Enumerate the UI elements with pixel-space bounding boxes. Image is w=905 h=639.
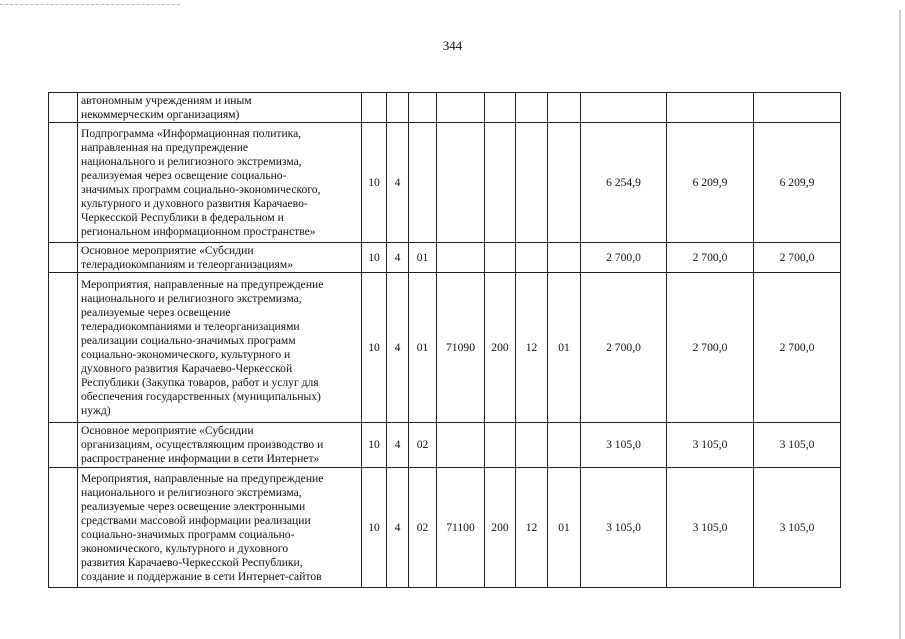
description-cell bbox=[78, 93, 362, 123]
description-line: автономным учреждениям и иным bbox=[81, 93, 252, 107]
amount-year-1-cell: 6 254,9 bbox=[581, 123, 667, 243]
description-line: обеспечения государственных (муниципальных) bbox=[81, 389, 321, 403]
description-line: Черкесской Республики в федеральном и bbox=[81, 210, 284, 224]
section-code-cell: 10 bbox=[362, 123, 387, 243]
section-code-cell: 10 bbox=[362, 243, 387, 273]
description-line: социально-значимых программ социально- bbox=[81, 527, 295, 541]
expense-type-cell bbox=[485, 123, 516, 243]
amount-year-2-cell: 2 700,0 bbox=[667, 273, 754, 423]
subsection-code-cell: 4 bbox=[387, 273, 409, 423]
code-cell-6: 12 bbox=[516, 273, 548, 423]
amount-year-3-cell: 2 700,0 bbox=[754, 273, 841, 423]
description-line: средствами массовой информации реализации bbox=[81, 513, 311, 527]
subsection-code-cell: 4 bbox=[387, 243, 409, 273]
description-line: региональном информационном пространстве» bbox=[81, 224, 316, 238]
table-body bbox=[49, 93, 841, 588]
row-index-cell bbox=[49, 273, 78, 423]
description-line: развития Карачаево-Черкесской Республики, bbox=[81, 555, 303, 569]
subsection-code-cell: 4 bbox=[387, 123, 409, 243]
description-line: Основное мероприятие «Субсидии bbox=[81, 424, 254, 437]
section-code-cell: 10 bbox=[362, 423, 387, 468]
direction-code-cell: 71100 bbox=[437, 468, 485, 588]
expense-type-cell bbox=[485, 93, 516, 123]
description-line: организациям, осуществляющим производство и bbox=[81, 438, 324, 451]
expense-type-cell: 200 bbox=[485, 273, 516, 423]
description-cell bbox=[78, 273, 362, 423]
description-line: некоммерческим организациям) bbox=[81, 107, 240, 121]
amount-year-2-cell: 2 700,0 bbox=[667, 243, 754, 273]
description-line: духовного развития Карачаево-Черкесской bbox=[81, 361, 293, 375]
code-cell-7 bbox=[548, 123, 581, 243]
page-edge-shadow bbox=[899, 10, 901, 639]
row-index-cell bbox=[49, 93, 78, 123]
direction-code-cell: 71090 bbox=[437, 273, 485, 423]
description-line: культурного и духовного развития Карачаево- bbox=[81, 196, 308, 210]
code-cell-7: 01 bbox=[548, 273, 581, 423]
amount-year-1-cell: 2 700,0 bbox=[581, 273, 667, 423]
description-line: распространение информации в сети Интернет» bbox=[81, 452, 320, 465]
amount-year-3-cell: 3 105,0 bbox=[754, 423, 841, 468]
program-code-cell: 01 bbox=[409, 243, 437, 273]
table-row bbox=[49, 123, 841, 243]
row-index-cell bbox=[49, 123, 78, 243]
section-code-cell: 10 bbox=[362, 468, 387, 588]
direction-code-cell bbox=[437, 123, 485, 243]
code-cell-7 bbox=[548, 243, 581, 273]
section-code-cell: 10 bbox=[362, 273, 387, 423]
description-line: Мероприятия, направленные на предупреждение bbox=[81, 277, 324, 291]
page-number: 344 bbox=[442, 38, 463, 53]
description-line: телерадиокомпаниям и телеорганизациям» bbox=[81, 257, 294, 271]
description-line: реализуемая через освещение социально- bbox=[81, 168, 287, 182]
code-cell-7 bbox=[548, 423, 581, 468]
description-line: телерадиокомпаниями и телеорганизациями bbox=[81, 319, 300, 333]
table-row bbox=[49, 93, 841, 123]
budget-table bbox=[48, 92, 841, 588]
description-cell bbox=[78, 123, 362, 243]
description-line: реализации социально-значимых программ bbox=[81, 333, 296, 347]
description-line: национального и религиозного экстремизма, bbox=[81, 485, 302, 499]
row-index-cell bbox=[49, 423, 78, 468]
amount-year-2-cell bbox=[667, 93, 754, 123]
program-code-cell: 02 bbox=[409, 468, 437, 588]
expense-type-cell bbox=[485, 423, 516, 468]
description-line: создание и поддержание в сети Интернет-сайтов bbox=[81, 569, 322, 583]
subsection-code-cell bbox=[387, 93, 409, 123]
direction-code-cell bbox=[437, 93, 485, 123]
description-line: Подпрограмма «Информационная политика, bbox=[81, 126, 302, 140]
code-cell-6 bbox=[516, 423, 548, 468]
subsection-code-cell: 4 bbox=[387, 423, 409, 468]
amount-year-2-cell: 3 105,0 bbox=[667, 468, 754, 588]
description-line: значимых программ социально-экономического, bbox=[81, 182, 321, 196]
table-row bbox=[49, 423, 841, 468]
code-cell-6 bbox=[516, 243, 548, 273]
row-index-cell bbox=[49, 243, 78, 273]
description-line: реализуемые через освещение электронными bbox=[81, 499, 306, 513]
program-code-cell bbox=[409, 123, 437, 243]
description-line: направленная на предупреждение bbox=[81, 140, 249, 154]
expense-type-cell: 200 bbox=[485, 468, 516, 588]
amount-year-3-cell: 3 105,0 bbox=[754, 468, 841, 588]
description-line: национального и религиозного экстремизма, bbox=[81, 291, 302, 305]
amount-year-1-cell: 2 700,0 bbox=[581, 243, 667, 273]
description-line: социально-экономического, культурного и bbox=[81, 347, 291, 361]
program-code-cell bbox=[409, 93, 437, 123]
program-code-cell: 02 bbox=[409, 423, 437, 468]
code-cell-7 bbox=[548, 93, 581, 123]
amount-year-3-cell: 6 209,9 bbox=[754, 123, 841, 243]
description-cell bbox=[78, 423, 362, 468]
code-cell-6: 12 bbox=[516, 468, 548, 588]
table-row bbox=[49, 243, 841, 273]
row-index-cell bbox=[49, 468, 78, 588]
direction-code-cell bbox=[437, 423, 485, 468]
description-line: Основное мероприятие «Субсидии bbox=[81, 243, 254, 257]
description-cell bbox=[78, 243, 362, 273]
amount-year-2-cell: 6 209,9 bbox=[667, 123, 754, 243]
table-row bbox=[49, 468, 841, 588]
amount-year-3-cell: 2 700,0 bbox=[754, 243, 841, 273]
code-cell-6 bbox=[516, 123, 548, 243]
section-code-cell bbox=[362, 93, 387, 123]
description-line: нужд) bbox=[81, 403, 111, 417]
description-line: национального и религиозного экстремизма, bbox=[81, 154, 302, 168]
description-line: Республики (Закупка товаров, работ и услуг для bbox=[81, 375, 319, 389]
description-line: экономического, культурного и духовного bbox=[81, 541, 289, 555]
amount-year-1-cell bbox=[581, 93, 667, 123]
amount-year-3-cell bbox=[754, 93, 841, 123]
scan-artifact-line bbox=[0, 4, 180, 5]
amount-year-1-cell: 3 105,0 bbox=[581, 423, 667, 468]
program-code-cell: 01 bbox=[409, 273, 437, 423]
description-line: реализуемые через освещение bbox=[81, 305, 231, 319]
amount-year-2-cell: 3 105,0 bbox=[667, 423, 754, 468]
description-line: Мероприятия, направленные на предупреждение bbox=[81, 471, 324, 485]
table-row bbox=[49, 273, 841, 423]
subsection-code-cell: 4 bbox=[387, 468, 409, 588]
direction-code-cell bbox=[437, 243, 485, 273]
description-cell bbox=[78, 468, 362, 588]
amount-year-1-cell: 3 105,0 bbox=[581, 468, 667, 588]
code-cell-7: 01 bbox=[548, 468, 581, 588]
code-cell-6 bbox=[516, 93, 548, 123]
expense-type-cell bbox=[485, 243, 516, 273]
